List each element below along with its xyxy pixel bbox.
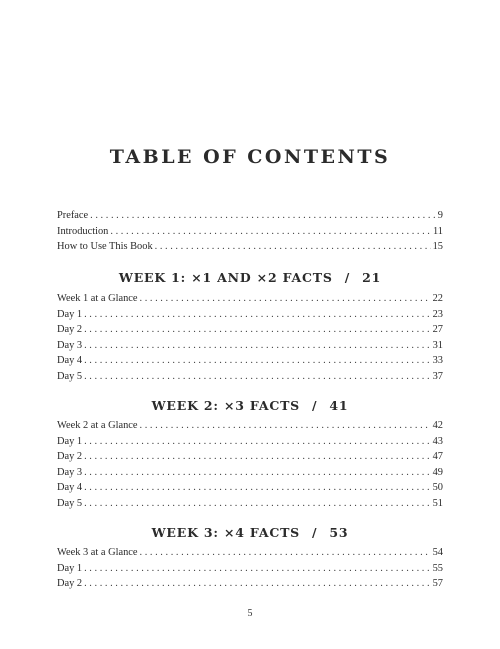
page-title: TABLE OF CONTENTS bbox=[109, 146, 391, 168]
dot-leader bbox=[84, 434, 431, 450]
toc-entry[interactable] bbox=[57, 338, 443, 354]
toc-entry[interactable] bbox=[57, 496, 443, 512]
toc-entry-page: 37 bbox=[432, 370, 443, 382]
dot-leader bbox=[84, 480, 431, 496]
toc-entry[interactable] bbox=[57, 434, 443, 450]
section-title: WEEK 2: ×3 FACTS bbox=[151, 398, 301, 413]
dot-leader bbox=[155, 239, 431, 255]
section-page: 21 bbox=[362, 270, 382, 285]
section-separator: / bbox=[312, 398, 318, 413]
dot-leader bbox=[84, 369, 431, 385]
toc-entry-introduction[interactable] bbox=[57, 224, 443, 240]
section-page: 41 bbox=[329, 398, 349, 413]
dot-leader bbox=[84, 496, 431, 512]
dot-leader bbox=[84, 353, 431, 369]
section-heading-week-2[interactable] bbox=[0, 398, 500, 413]
section-heading-week-3[interactable] bbox=[0, 525, 500, 540]
toc-entry-page: 42 bbox=[432, 420, 443, 431]
toc-entry[interactable] bbox=[57, 369, 443, 385]
week-3-list bbox=[57, 545, 443, 592]
toc-entry-label: Day 2 bbox=[57, 578, 83, 590]
toc-entry-label: Day 3 bbox=[57, 339, 83, 351]
toc-entry-page: 22 bbox=[432, 293, 443, 304]
toc-entry-page: 50 bbox=[432, 482, 443, 494]
dot-leader bbox=[84, 449, 431, 465]
toc-entry[interactable] bbox=[57, 353, 443, 369]
dot-leader bbox=[84, 576, 431, 592]
dot-leader bbox=[84, 561, 431, 577]
section-page: 53 bbox=[329, 525, 349, 540]
page-number: 5 bbox=[247, 608, 253, 619]
toc-entry[interactable] bbox=[57, 307, 443, 323]
week-1-list bbox=[57, 291, 443, 385]
toc-entry[interactable] bbox=[57, 449, 443, 465]
toc-entry-label: Day 1 bbox=[57, 562, 83, 574]
dot-leader bbox=[140, 545, 431, 561]
section-separator: / bbox=[344, 270, 351, 285]
dot-leader bbox=[84, 322, 431, 338]
toc-entry-label: Introduction bbox=[57, 225, 109, 237]
dot-leader bbox=[90, 208, 436, 224]
dot-leader bbox=[84, 465, 431, 481]
dot-leader bbox=[84, 338, 431, 354]
toc-entry-page: 15 bbox=[432, 241, 443, 253]
toc-entry-page: 27 bbox=[432, 324, 443, 336]
toc-entry-page: 33 bbox=[432, 355, 443, 367]
toc-entry[interactable] bbox=[57, 291, 443, 307]
toc-entry[interactable] bbox=[57, 545, 443, 561]
dot-leader bbox=[110, 224, 431, 240]
toc-entry[interactable] bbox=[57, 561, 443, 577]
dot-leader bbox=[140, 291, 431, 307]
toc-entry-label: Day 1 bbox=[57, 435, 83, 447]
section-heading-week-1[interactable] bbox=[0, 270, 500, 285]
section-separator: / bbox=[312, 525, 318, 540]
toc-entry-label: Day 2 bbox=[57, 324, 83, 336]
toc-entry-label: Week 2 at a Glance bbox=[57, 420, 138, 431]
toc-entry-label: Day 5 bbox=[57, 370, 83, 382]
toc-entry-page: 9 bbox=[437, 210, 443, 221]
section-title: WEEK 1: ×1 AND ×2 FACTS bbox=[118, 270, 333, 285]
toc-entry-preface[interactable] bbox=[57, 208, 443, 224]
toc-entry-page: 23 bbox=[432, 308, 443, 320]
toc-entry-page: 47 bbox=[432, 451, 443, 463]
toc-entry-label: Day 3 bbox=[57, 466, 83, 478]
toc-entry-label: Preface bbox=[57, 210, 89, 221]
toc-entry-page: 11 bbox=[432, 225, 443, 237]
toc-entry[interactable] bbox=[57, 465, 443, 481]
dot-leader bbox=[140, 418, 431, 434]
toc-entry-label: How to Use This Book bbox=[57, 241, 153, 253]
front-matter-list bbox=[57, 208, 443, 255]
toc-entry-page: 55 bbox=[432, 562, 443, 574]
toc-entry-label: Week 1 at a Glance bbox=[57, 293, 138, 304]
dot-leader bbox=[84, 307, 431, 323]
toc-entry-label: Day 2 bbox=[57, 451, 83, 463]
toc-entry-label: Day 5 bbox=[57, 497, 83, 509]
toc-entry[interactable] bbox=[57, 322, 443, 338]
week-2-list bbox=[57, 418, 443, 512]
toc-entry-page: 31 bbox=[432, 339, 443, 351]
toc-entry-page: 49 bbox=[432, 466, 443, 478]
toc-entry-how-to-use[interactable] bbox=[57, 239, 443, 255]
toc-entry-page: 54 bbox=[432, 547, 443, 558]
toc-entry-label: Day 4 bbox=[57, 482, 83, 494]
toc-entry-label: Day 1 bbox=[57, 308, 83, 320]
toc-entry-page: 51 bbox=[432, 497, 443, 509]
toc-entry-page: 43 bbox=[432, 435, 443, 447]
section-title: WEEK 3: ×4 FACTS bbox=[151, 525, 301, 540]
toc-entry-label: Week 3 at a Glance bbox=[57, 547, 138, 558]
toc-entry[interactable] bbox=[57, 480, 443, 496]
toc-entry[interactable] bbox=[57, 418, 443, 434]
toc-entry-page: 57 bbox=[432, 578, 443, 590]
toc-entry-label: Day 4 bbox=[57, 355, 83, 367]
toc-entry[interactable] bbox=[57, 576, 443, 592]
